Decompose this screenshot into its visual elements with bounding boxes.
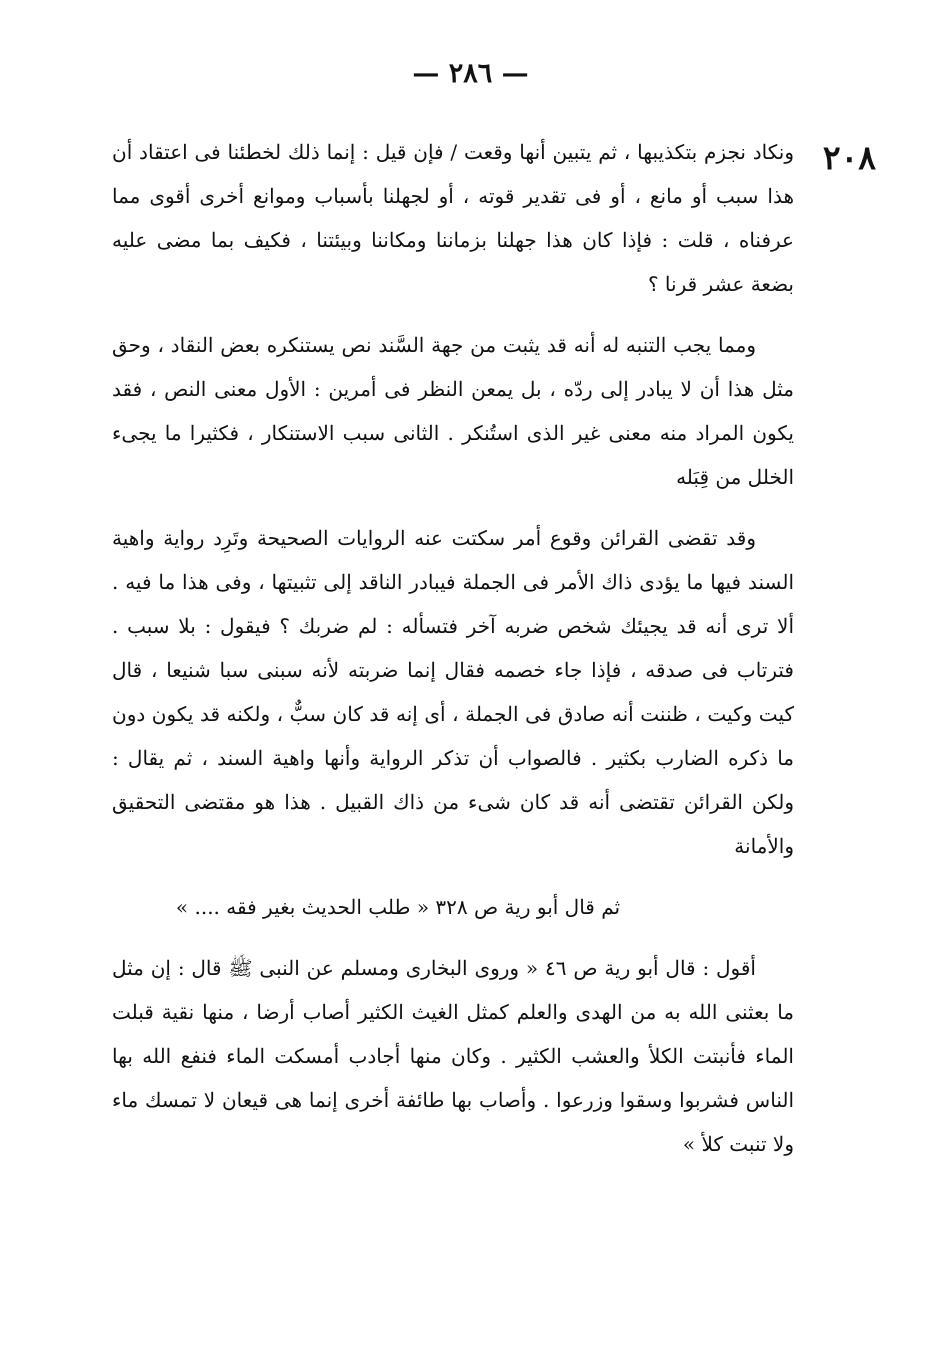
margin-page-reference: ٢٠٨ [822, 138, 876, 177]
paragraph-continuation: ونكاد نجزم بتكذيبها ، ثم يتبين أنها وقعت / فإن قيل : إنما ذلك لخطئنا فى اعتقاد أن هذا سبب أو مانع ، أو فى تقدير قوته ، أو لجهلنا بأسباب وموانع أخرى أقوى مما عرفناه ، قلت : فإذا كان هذا جهلنا بزماننا ومكاننا وبيئتنا ، فكيف بما مضى عليه بضعة عشر قرنا ؟ [112, 140, 794, 296]
paragraph-hadith-quote: أقول : قال أبو رية ص ٤٦ « وروى البخارى ومسلم عن النبى ﷺ قال : إن مثل ما بعثنى الله به من الهدى والعلم كمثل الغيث الكثير أصاب أرضا ، منها نقية قبلت الماء فأنبتت الكلأ والعشب الكثير . وكان منها أجادب أمسكت الماء فنفع الله بها الناس فشربوا وسقوا وزرعوا . وأصاب بها طائفة أخرى إنما هى قيعان لا تمسك ماء ولا تنبت كلأ » [112, 956, 794, 1156]
quoted-heading: ثم قال أبو رية ص ٣٢٨ « طلب الحديث بغير فقه .... » [175, 895, 621, 919]
paragraph-contextual-evidence: وقد تقضى القرائن وقوع أمر سكتت عنه الروايات الصحيحة وتَرِد رواية واهية السند فيها ما يؤدى ذاك الأمر فى الجملة فيبادر الناقد إلى تثبيتها ، وفى هذا ما فيه . ألا ترى أنه قد يجيئك شخص ضربه آخر فتسأله : لم ضربك ؟ فيقول : بلا سبب . فترتاب فى صدقه ، فإذا جاء خصمه فقال إنما ضربته لأنه سبنى سبا شنيعا ، قال كيت وكيت ، ظننت أنه صادق فى الجملة ، أى إنه قد كان سبٌّ ، ولكنه قد يكون دون ما ذكره الضارب بكثير . فالصواب أن تذكر الرواية وأنها واهية السند ، ثم يقال : ولكن القرائن تقتضى أنه قد كان شىء من ذاك القبيل . هذا هو مقتضى التحقيق والأمانة [112, 526, 794, 858]
text-body [112, 130, 794, 1166]
paragraph-text-criticism: ومما يجب التنبه له أنه قد يثبت من جهة السَّند نص يستنكره بعض النقاد ، وحق مثل هذا أن لا يبادر إلى ردّه ، بل يمعن النظر فى أمرين : الأول معنى النص ، فقد يكون المراد منه معنى غير الذى استُنكر . الثانى سبب الاستنكار ، فكثيرا ما يجىء الخلل من قِبَله [112, 333, 794, 489]
page-number: — ٢٨٦ — [412, 58, 529, 89]
